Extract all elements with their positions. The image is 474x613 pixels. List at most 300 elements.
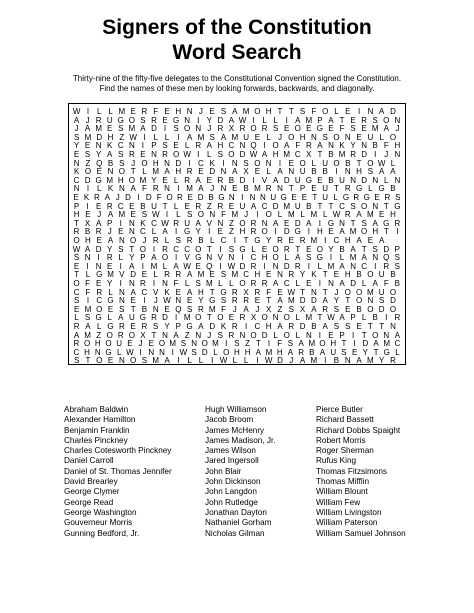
- grid-letter: E: [84, 141, 91, 151]
- grid-letter: S: [73, 132, 80, 142]
- signer-name: James McHenry: [205, 425, 265, 435]
- signer-name: Gouverneur Morris: [64, 518, 133, 528]
- grid-letter: N: [73, 184, 80, 194]
- signer-name: Abraham Baldwin: [64, 405, 129, 414]
- grid-letter: O: [367, 270, 374, 280]
- grid-letter: H: [372, 227, 379, 237]
- grid-letter: I: [86, 261, 89, 271]
- grid-letter: B: [322, 167, 328, 177]
- grid-letter: L: [209, 236, 215, 245]
- grid-letter: T: [383, 227, 389, 237]
- grid-letter: O: [195, 244, 202, 254]
- grid-letter: U: [184, 218, 191, 228]
- grid-letter: J: [334, 287, 339, 297]
- grid-letter: X: [243, 287, 249, 297]
- grid-letter: G: [280, 193, 287, 202]
- grid-letter: R: [228, 330, 235, 340]
- grid-letter: I: [86, 184, 90, 194]
- grid-letter: E: [266, 270, 272, 280]
- grid-letter: M: [327, 261, 335, 271]
- grid-letter: I: [285, 115, 288, 125]
- grid-letter: E: [130, 322, 136, 331]
- grid-letter: K: [73, 167, 80, 177]
- grid-letter: N: [260, 193, 266, 202]
- signer-name: Thomas Mifflin: [316, 477, 370, 487]
- grid-letter: A: [277, 296, 283, 306]
- grid-letter: B: [306, 201, 312, 211]
- grid-letter: C: [151, 218, 157, 228]
- grid-letter: C: [333, 236, 340, 245]
- grid-letter: M: [118, 107, 126, 116]
- grid-letter: I: [324, 356, 327, 366]
- grid-letter: A: [107, 236, 114, 245]
- grid-letter: C: [294, 150, 301, 159]
- grid-letter: P: [317, 115, 323, 125]
- grid-letter: P: [339, 330, 345, 340]
- grid-letter: L: [213, 347, 218, 357]
- grid-letter: Q: [206, 261, 213, 271]
- grid-letter: W: [72, 107, 81, 116]
- grid-letter: H: [390, 210, 396, 220]
- grid-letter: W: [183, 150, 191, 159]
- grid-letter: O: [105, 339, 112, 349]
- grid-letter: H: [394, 141, 401, 151]
- grid-letter: M: [287, 296, 295, 306]
- grid-letter: A: [173, 330, 179, 340]
- grid-letter: E: [164, 107, 170, 116]
- grid-letter: W: [219, 356, 228, 366]
- grid-letter: W: [163, 296, 171, 306]
- grid-letter: E: [306, 244, 312, 254]
- grid-letter: S: [341, 347, 347, 357]
- grid-letter: L: [97, 107, 102, 116]
- signer-name: John Rutledge: [205, 497, 258, 507]
- grid-letter: I: [324, 236, 327, 245]
- grid-letter: R: [184, 175, 191, 185]
- grid-letter: G: [316, 124, 324, 134]
- grid-letter: N: [310, 132, 317, 142]
- grid-letter: E: [85, 210, 91, 220]
- grid-letter: S: [191, 347, 197, 357]
- grid-letter: I: [177, 132, 180, 142]
- grid-letter: U: [116, 339, 123, 349]
- grid-letter: E: [73, 261, 80, 271]
- grid-letter: S: [173, 124, 179, 134]
- grid-letter: E: [254, 132, 261, 142]
- grid-letter: S: [220, 296, 227, 306]
- grid-letter: A: [107, 210, 114, 220]
- grid-letter: L: [187, 356, 192, 366]
- grid-letter: E: [95, 201, 102, 211]
- grid-letter: R: [96, 287, 103, 297]
- signer-name: James Wilson: [205, 446, 256, 456]
- grid-letter: E: [301, 193, 308, 202]
- grid-letter: A: [228, 115, 235, 125]
- grid-letter: E: [107, 356, 114, 366]
- grid-letter: N: [151, 150, 157, 159]
- grid-letter: N: [118, 296, 125, 306]
- grid-letter: A: [298, 339, 304, 349]
- grid-letter: L: [151, 227, 157, 237]
- grid-letter: O: [283, 330, 290, 340]
- grid-letter: M: [183, 313, 191, 323]
- grid-letter: T: [151, 330, 157, 340]
- grid-letter: F: [221, 210, 226, 220]
- grid-letter: R: [73, 322, 80, 331]
- grid-letter: D: [272, 201, 279, 211]
- grid-letter: L: [295, 313, 300, 323]
- grid-letter: E: [73, 304, 80, 314]
- grid-letter: M: [197, 132, 205, 142]
- grid-letter: G: [186, 322, 193, 331]
- grid-letter: B: [107, 158, 114, 168]
- grid-letter: M: [139, 175, 147, 185]
- grid-letter: A: [151, 253, 157, 263]
- grid-letter: R: [298, 347, 304, 357]
- grid-letter: A: [277, 167, 283, 177]
- grid-letter: R: [344, 184, 351, 194]
- grid-letter: S: [372, 244, 378, 254]
- grid-letter: X: [266, 304, 272, 314]
- signer-name: Pierce Butler: [316, 405, 363, 414]
- grid-letter: D: [209, 322, 216, 331]
- grid-letter: G: [95, 175, 102, 185]
- grid-letter: A: [243, 304, 249, 314]
- grid-letter: H: [299, 132, 306, 142]
- grid-letter: S: [272, 124, 279, 134]
- grid-letter: G: [342, 193, 350, 202]
- grid-letter: B: [390, 270, 396, 280]
- grid-letter: C: [220, 236, 227, 245]
- grid-letter: Z: [96, 330, 102, 340]
- grid-letter: R: [152, 236, 159, 245]
- grid-letter: P: [350, 313, 356, 323]
- grid-letter: G: [107, 322, 114, 331]
- grid-letter: S: [119, 158, 125, 168]
- name-list-column-3: [316, 405, 406, 539]
- grid-letter: B: [356, 304, 362, 314]
- grid-letter: O: [223, 347, 230, 357]
- grid-letter: N: [217, 218, 224, 228]
- grid-letter: Y: [328, 244, 334, 254]
- grid-letter: O: [389, 304, 397, 314]
- grid-letter: E: [328, 330, 334, 340]
- grid-letter: U: [299, 167, 306, 177]
- grid-letter: X: [140, 330, 146, 340]
- grid-letter: T: [300, 287, 306, 297]
- grid-letter: W: [327, 313, 335, 323]
- grid-letter: B: [141, 304, 148, 314]
- grid-letter: N: [339, 218, 345, 228]
- grid-letter: D: [239, 150, 246, 159]
- grid-letter: W: [126, 347, 134, 357]
- grid-letter: S: [333, 304, 340, 314]
- grid-letter: I: [152, 279, 156, 288]
- signer-name: Jonathan Dayton: [205, 507, 267, 517]
- grid-letter: R: [243, 296, 249, 306]
- grid-letter: K: [311, 270, 317, 280]
- grid-letter: E: [277, 287, 283, 297]
- grid-letter: L: [207, 150, 212, 159]
- grid-letter: D: [84, 175, 91, 185]
- grid-letter: I: [163, 124, 167, 134]
- grid-letter: S: [118, 124, 124, 134]
- grid-letter: E: [209, 270, 215, 280]
- grid-letter: W: [179, 347, 188, 357]
- grid-letter: R: [128, 150, 135, 159]
- grid-letter: W: [264, 356, 273, 366]
- grid-letter: F: [153, 107, 159, 116]
- grid-letter: L: [334, 107, 339, 116]
- grid-letter: H: [94, 339, 101, 349]
- grid-letter: G: [209, 296, 216, 306]
- grid-letter: B: [311, 322, 317, 331]
- grid-letter: P: [73, 201, 80, 211]
- grid-letter: C: [198, 158, 204, 168]
- grid-letter: R: [198, 304, 204, 314]
- grid-letter: R: [117, 330, 124, 340]
- grid-letter: D: [294, 218, 301, 228]
- grid-letter: O: [250, 330, 257, 340]
- grid-letter: D: [201, 347, 208, 357]
- grid-letter: R: [361, 115, 368, 125]
- grid-letter: S: [84, 150, 91, 159]
- grid-letter: V: [261, 175, 268, 185]
- grid-letter: K: [209, 158, 215, 168]
- grid-letter: L: [164, 132, 170, 142]
- grid-letter: Y: [195, 227, 201, 237]
- grid-letter: D: [96, 132, 103, 142]
- grid-letter: R: [186, 167, 193, 177]
- grid-letter: O: [272, 253, 279, 263]
- grid-letter: I: [197, 115, 200, 125]
- grid-letter: C: [173, 244, 179, 254]
- grid-letter: S: [209, 132, 215, 142]
- grid-letter: R: [277, 236, 283, 245]
- grid-letter: J: [153, 296, 158, 306]
- grid-letter: T: [130, 304, 136, 314]
- grid-letter: I: [307, 227, 310, 237]
- grid-letter: R: [95, 227, 102, 237]
- grid-letter: A: [311, 304, 317, 314]
- grid-letter: I: [171, 347, 174, 357]
- grid-letter: I: [318, 279, 322, 288]
- grid-letter: E: [140, 150, 146, 159]
- grid-letter: R: [305, 141, 312, 151]
- grid-letter: E: [317, 175, 323, 185]
- signer-name: William Blount: [316, 487, 368, 497]
- grid-letter: C: [250, 253, 257, 263]
- grid-letter: N: [73, 158, 80, 168]
- signer-name: George Clymer: [64, 487, 120, 497]
- grid-letter: U: [322, 193, 329, 202]
- grid-letter: J: [232, 304, 237, 314]
- grid-letter: E: [107, 304, 114, 314]
- grid-letter: J: [207, 330, 212, 340]
- grid-letter: O: [261, 313, 268, 323]
- grid-letter: I: [174, 227, 178, 237]
- grid-letter: E: [186, 296, 193, 306]
- grid-letter: L: [262, 115, 267, 125]
- signer-name: Rufus King: [316, 456, 357, 466]
- grid-letter: P: [394, 244, 401, 254]
- grid-letter: A: [356, 210, 362, 220]
- grid-letter: N: [175, 296, 182, 306]
- grid-letter: O: [166, 193, 173, 202]
- grid-letter: J: [395, 124, 400, 134]
- grid-letter: O: [83, 339, 91, 349]
- grid-letter: A: [85, 322, 91, 331]
- grid-letter: J: [131, 158, 136, 168]
- grid-letter: B: [311, 167, 317, 177]
- grid-letter: O: [197, 210, 205, 220]
- grid-letter: M: [310, 236, 318, 245]
- grid-letter: M: [305, 115, 313, 125]
- grid-letter: V: [119, 270, 125, 280]
- grid-letter: V: [184, 253, 190, 263]
- grid-letter: T: [277, 107, 283, 116]
- grid-letter: L: [361, 279, 367, 288]
- grid-letter: S: [367, 167, 374, 177]
- grid-letter: C: [339, 201, 345, 211]
- grid-letter: N: [239, 141, 246, 151]
- grid-letter: I: [119, 279, 122, 288]
- grid-letter: I: [263, 141, 266, 151]
- grid-letter: G: [139, 313, 147, 323]
- grid-letter: M: [84, 132, 92, 142]
- grid-letter: I: [211, 356, 214, 366]
- grid-letter: L: [184, 141, 190, 151]
- grid-letter: B: [339, 244, 345, 254]
- grid-letter: I: [143, 296, 146, 306]
- grid-letter: R: [162, 150, 168, 159]
- grid-letter: P: [299, 184, 306, 194]
- grid-letter: N: [118, 184, 125, 194]
- grid-letter: O: [389, 132, 397, 142]
- grid-letter: A: [129, 261, 135, 271]
- grid-letter: J: [255, 304, 260, 314]
- grid-letter: A: [272, 279, 279, 288]
- grid-letter: M: [383, 339, 391, 349]
- grid-letter: E: [288, 158, 294, 168]
- grid-letter: D: [299, 296, 306, 306]
- grid-letter: H: [344, 270, 351, 280]
- grid-letter: T: [129, 244, 135, 254]
- grid-letter: R: [217, 124, 224, 134]
- grid-letter: G: [95, 313, 102, 323]
- grid-letter: R: [162, 244, 168, 254]
- grid-letter: A: [339, 227, 345, 237]
- grid-letter: M: [287, 210, 295, 220]
- grid-letter: A: [350, 244, 356, 254]
- grid-letter: T: [356, 158, 362, 168]
- grid-letter: J: [74, 124, 79, 134]
- grid-letter: O: [254, 158, 261, 168]
- grid-letter: D: [95, 244, 102, 254]
- grid-letter: Z: [119, 132, 125, 142]
- grid-letter: L: [176, 210, 181, 220]
- grid-letter: L: [368, 184, 373, 194]
- grid-letter: T: [350, 218, 356, 228]
- grid-letter: K: [164, 287, 170, 297]
- grid-letter: D: [217, 115, 224, 125]
- grid-letter: N: [162, 330, 168, 340]
- grid-letter: D: [283, 175, 290, 185]
- grid-letter: J: [138, 339, 143, 349]
- grid-letter: L: [97, 322, 102, 331]
- grid-letter: N: [118, 236, 125, 245]
- grid-letter: A: [232, 107, 238, 116]
- grid-letter: T: [206, 244, 212, 254]
- grid-letter: D: [125, 193, 131, 202]
- grid-letter: N: [277, 184, 283, 194]
- grid-letter: U: [239, 201, 246, 211]
- grid-letter: G: [195, 253, 202, 263]
- grid-letter: M: [152, 167, 160, 177]
- grid-letter: U: [294, 175, 301, 185]
- grid-letter: J: [97, 210, 102, 220]
- grid-letter: N: [344, 356, 351, 366]
- grid-letter: A: [198, 322, 204, 331]
- grid-letter: O: [130, 236, 137, 245]
- grid-letter: N: [95, 261, 102, 271]
- grid-letter: S: [345, 322, 351, 331]
- grid-letter: L: [97, 184, 102, 194]
- grid-letter: A: [295, 115, 301, 125]
- grid-letter: I: [233, 236, 236, 245]
- grid-letter: T: [162, 201, 168, 211]
- grid-letter: U: [378, 270, 385, 280]
- instructions: [0, 74, 474, 94]
- grid-letter: F: [311, 107, 317, 116]
- grid-letter: N: [220, 167, 227, 177]
- grid-letter: A: [173, 261, 179, 271]
- grid-letter: Z: [206, 201, 212, 211]
- grid-letter: A: [195, 218, 201, 228]
- grid-letter: I: [119, 218, 122, 228]
- grid-letter: O: [250, 124, 257, 134]
- grid-letter: L: [243, 356, 249, 366]
- grid-letter: P: [151, 141, 157, 151]
- grid-letter: H: [356, 167, 362, 177]
- grid-letter: N: [94, 347, 101, 357]
- grid-letter: G: [172, 115, 180, 125]
- grid-letter: I: [137, 193, 140, 202]
- grid-letter: E: [164, 304, 170, 314]
- grid-letter: J: [210, 184, 215, 194]
- grid-letter: R: [151, 313, 157, 323]
- grid-letter: M: [367, 210, 374, 220]
- grid-letter: O: [261, 227, 268, 237]
- grid-letter: A: [372, 218, 378, 228]
- signer-name: Hugh Williamson: [205, 405, 267, 414]
- signer-name: John Dickinson: [205, 477, 261, 487]
- grid-letter: H: [265, 322, 272, 331]
- grid-letter: F: [221, 304, 226, 314]
- grid-letter: R: [350, 150, 356, 159]
- grid-letter: C: [394, 339, 401, 349]
- grid-letter: J: [115, 193, 120, 202]
- grid-letter: R: [250, 279, 257, 288]
- grid-letter: Y: [198, 296, 204, 306]
- grid-letter: M: [197, 270, 205, 280]
- signer-name: Daniel of St. Thomas Jennifer: [64, 466, 172, 476]
- grid-letter: A: [164, 356, 170, 366]
- grid-letter: O: [239, 218, 246, 228]
- grid-letter: T: [322, 270, 328, 280]
- grid-letter: N: [394, 175, 401, 185]
- grid-letter: D: [209, 167, 216, 177]
